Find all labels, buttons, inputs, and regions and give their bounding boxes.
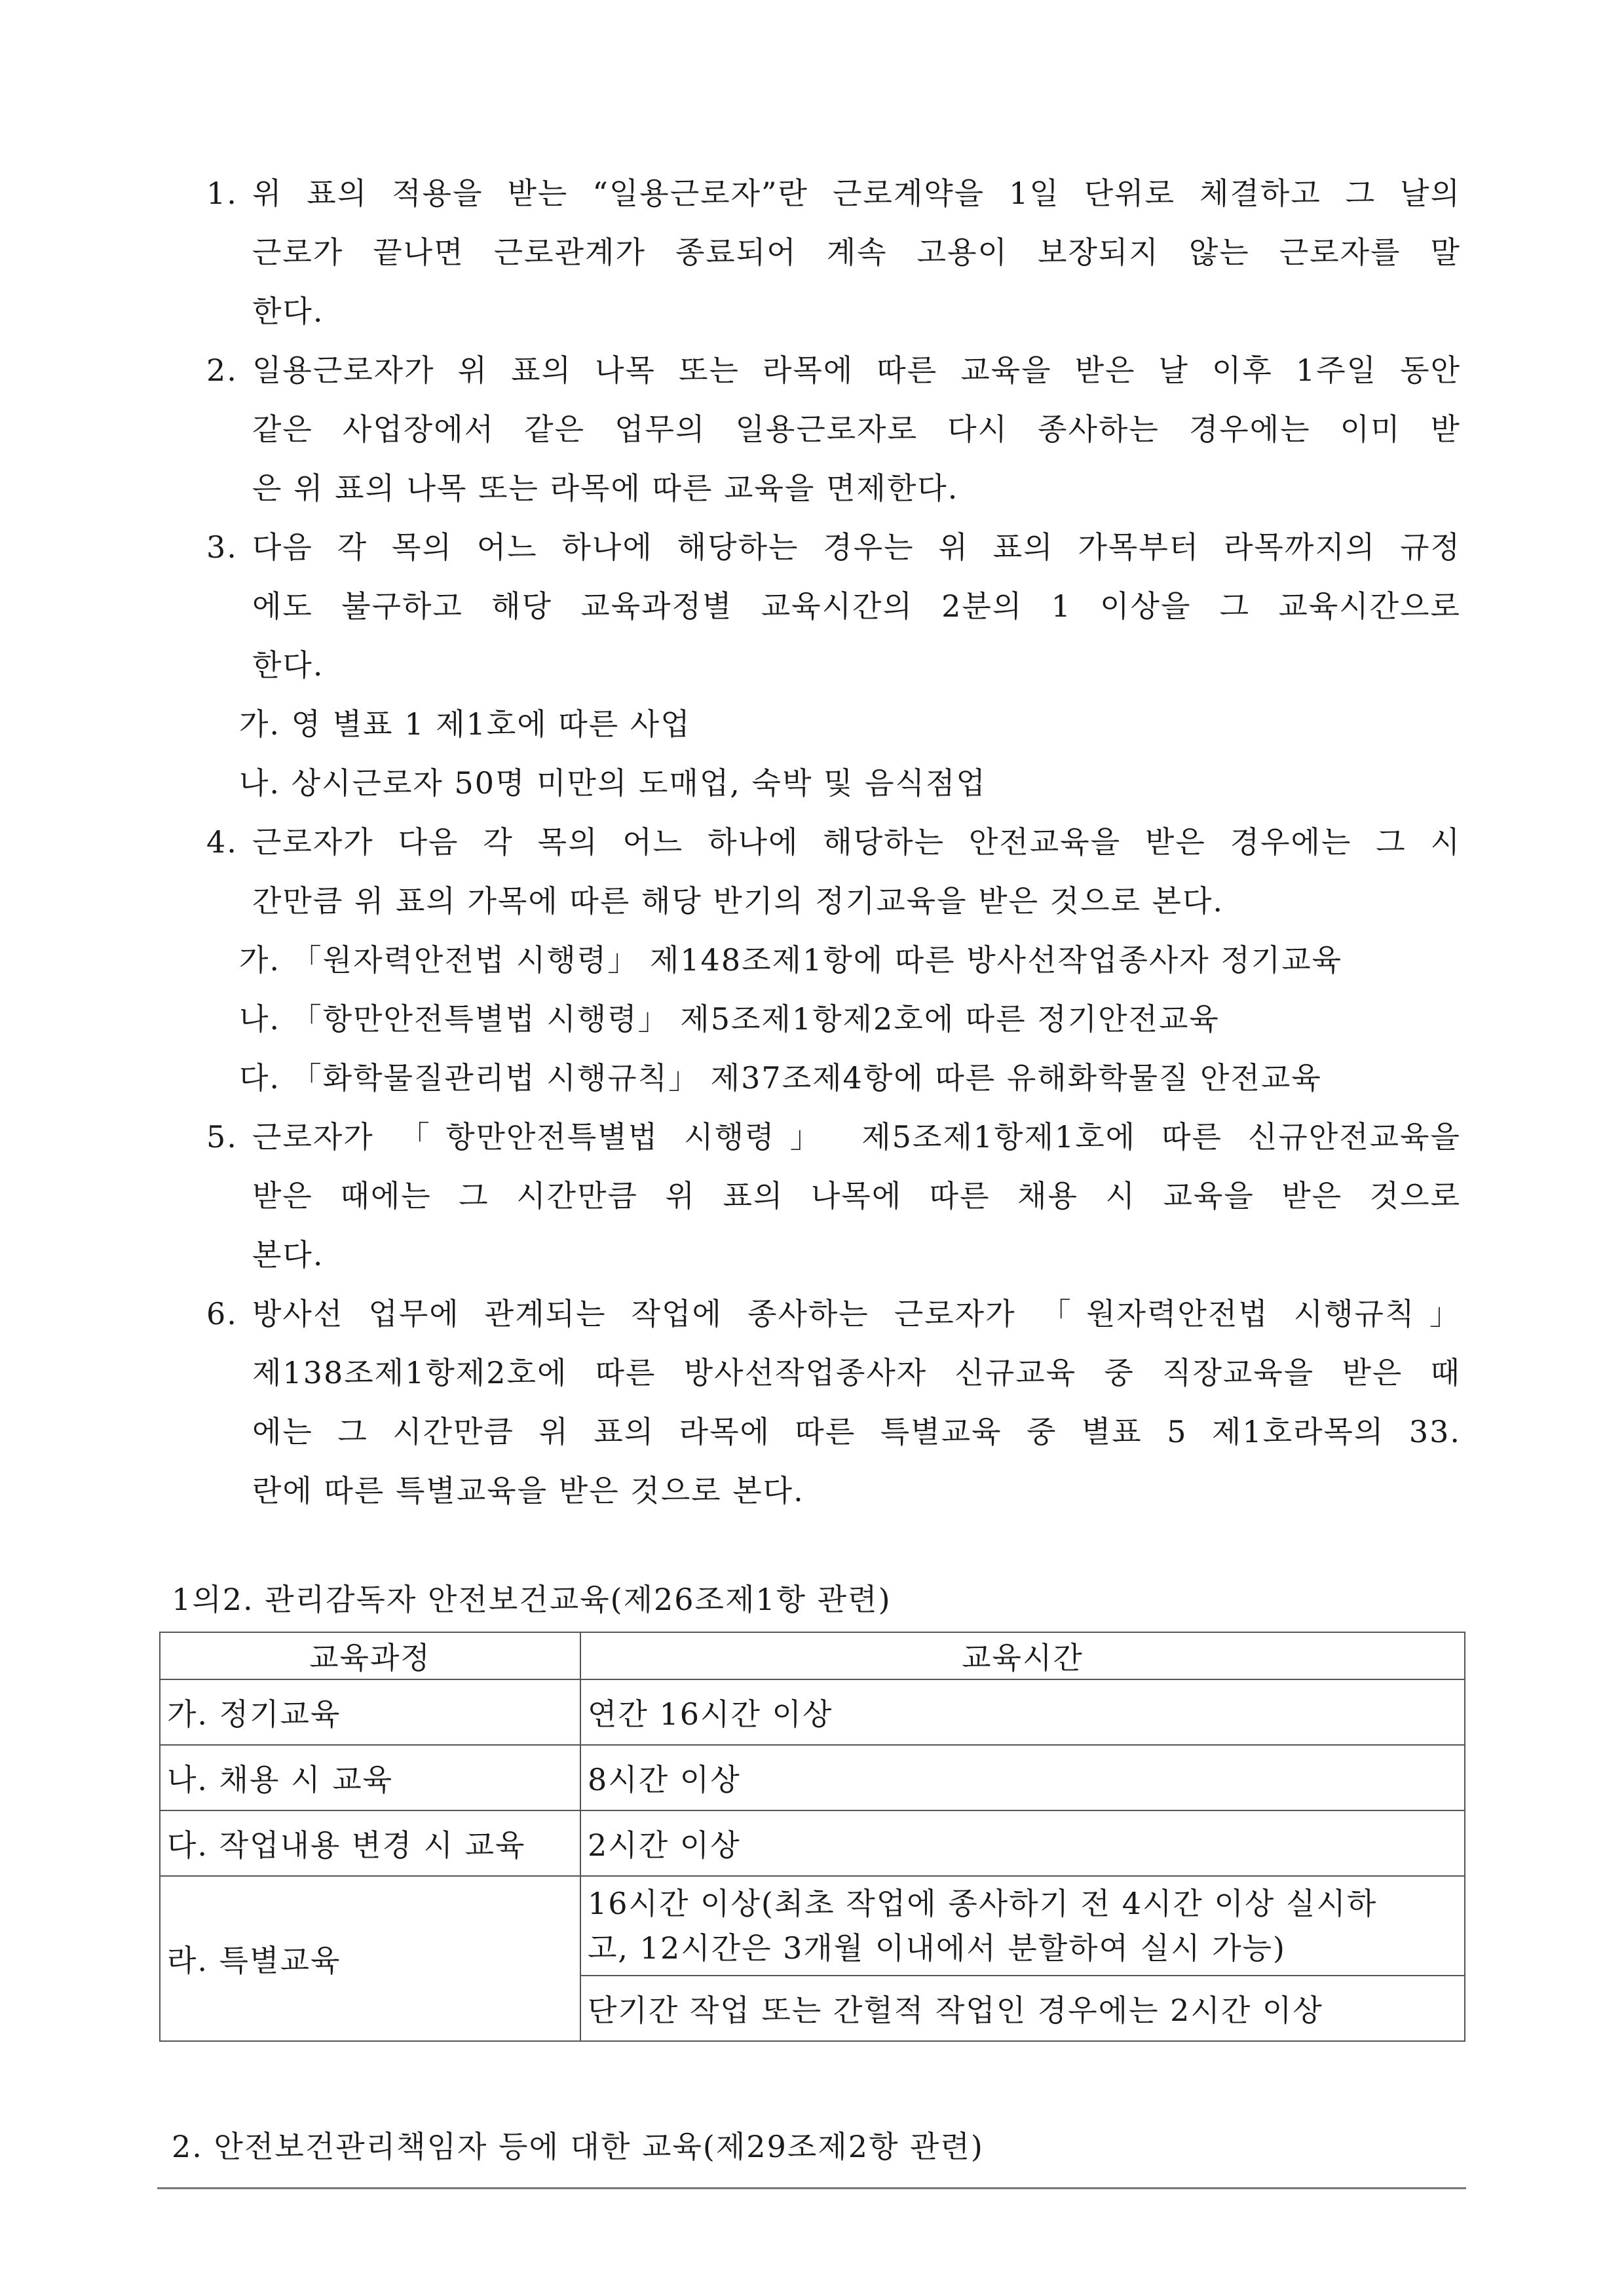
hours-cell-short-term: 단기간 작업 또는 간헐적 작업인 경우에는 2시간 이상	[580, 1976, 1465, 2041]
note-line: 에는 그 시간만큼 위 표의 라목에 따른 특별교육 중 별표 5 제1호라목의 33.	[252, 1414, 1461, 1449]
note-line: 한다.	[252, 294, 324, 329]
note-number: 5.	[206, 1119, 238, 1155]
course-cell: 다. 작업내용 변경 시 교육	[160, 1810, 580, 1876]
note-line: 방사선 업무에 관계되는 작업에 종사하는 근로자가 「원자력안전법 시행규칙」	[252, 1296, 1461, 1331]
note-line: 제138조제1항제2호에 따른 방사선작업종사자 신규교육 중 직장교육을 받은 때	[252, 1355, 1461, 1390]
note-line: 은 위 표의 나목 또는 라목에 따른 교육을 면제한다.	[252, 470, 959, 506]
table-row	[160, 1745, 1465, 1810]
note-number: 6.	[206, 1296, 238, 1331]
course-cell: 나. 채용 시 교육	[160, 1745, 580, 1810]
hours-cell: 8시간 이상	[580, 1745, 1465, 1810]
note-line: 일용근로자가 위 표의 나목 또는 라목에 따른 교육을 받은 날 이후 1주일 동안	[252, 353, 1461, 388]
note-line: 간만큼 위 표의 가목에 따른 해당 반기의 정기교육을 받은 것으로 본다.	[252, 883, 1224, 919]
table-header-row	[160, 1632, 1465, 1679]
note-line: 근로가 끝나면 근로관계가 종료되어 계속 고용이 보장되지 않는 근로자를 말	[252, 235, 1461, 270]
note-number: 1.	[206, 176, 238, 211]
note-number: 4.	[206, 824, 238, 860]
note-line: 받은 때에는 그 시간만큼 위 표의 나목에 따른 채용 시 교육을 받은 것으로	[252, 1178, 1461, 1214]
note-number: 2.	[206, 353, 238, 388]
note-4-item-da: 다. 「화학물질관리법 시행규칙」 제37조제4항에 따른 유해화학물질 안전교육	[239, 1060, 1322, 1096]
note-line: 란에 따른 특별교육을 받은 것으로 본다.	[252, 1473, 804, 1508]
hours-line: 16시간 이상(최초 작업에 종사하기 전 4시간 이상 실시하	[588, 1886, 1378, 1921]
note-line: 근로자가 다음 각 목의 어느 하나에 해당하는 안전교육을 받은 경우에는 그 시	[252, 824, 1461, 860]
table-row	[160, 1679, 1465, 1745]
note-number: 3.	[206, 529, 238, 565]
section-1-2-title: 1의2. 관리감독자 안전보건교육(제26조제1항 관련)	[172, 1582, 892, 1617]
education-hours-table	[159, 1632, 1465, 2042]
note-line: 위 표의 적용을 받는 “일용근로자”란 근로계약을 1일 단위로 체결하고 그 날의	[252, 176, 1461, 211]
hours-cell-special	[580, 1876, 1465, 1976]
hours-cell: 연간 16시간 이상	[580, 1679, 1465, 1745]
bottom-divider	[157, 2187, 1466, 2189]
note-4-item-ga: 가. 「원자력안전법 시행령」 제148조제1항에 따른 방사선작업종사자 정기교육	[239, 942, 1343, 978]
section-2-title: 2. 안전보건관리책임자 등에 대한 교육(제29조제2항 관련)	[172, 2129, 984, 2164]
note-line: 한다.	[252, 647, 324, 683]
table-row	[160, 1876, 1465, 1976]
header-course: 교육과정	[160, 1632, 580, 1679]
note-line: 다음 각 목의 어느 하나에 해당하는 경우는 위 표의 가목부터 라목까지의 규정	[252, 529, 1461, 565]
note-3-item-na: 나. 상시근로자 50명 미만의 도매업, 숙박 및 음식점업	[239, 765, 987, 801]
hours-cell: 2시간 이상	[580, 1810, 1465, 1876]
course-cell: 가. 정기교육	[160, 1679, 580, 1745]
note-3-item-ga: 가. 영 별표 1 제1호에 따른 사업	[239, 706, 691, 742]
note-line: 본다.	[252, 1237, 324, 1272]
note-line: 에도 불구하고 해당 교육과정별 교육시간의 2분의 1 이상을 그 교육시간으로	[252, 588, 1461, 624]
note-line: 같은 사업장에서 같은 업무의 일용근로자로 다시 종사하는 경우에는 이미 받	[252, 411, 1461, 447]
note-4-item-na: 나. 「항만안전특별법 시행령」 제5조제1항제2호에 따른 정기안전교육	[239, 1001, 1220, 1037]
table-row	[160, 1810, 1465, 1876]
header-hours: 교육시간	[580, 1632, 1465, 1679]
hours-line: 고, 12시간은 3개월 이내에서 분할하여 실시 가능)	[588, 1930, 1286, 1966]
note-line: 근로자가 「항만안전특별법 시행령」 제5조제1항제1호에 따른 신규안전교육을	[252, 1119, 1461, 1155]
course-cell-special: 라. 특별교육	[160, 1876, 580, 2041]
